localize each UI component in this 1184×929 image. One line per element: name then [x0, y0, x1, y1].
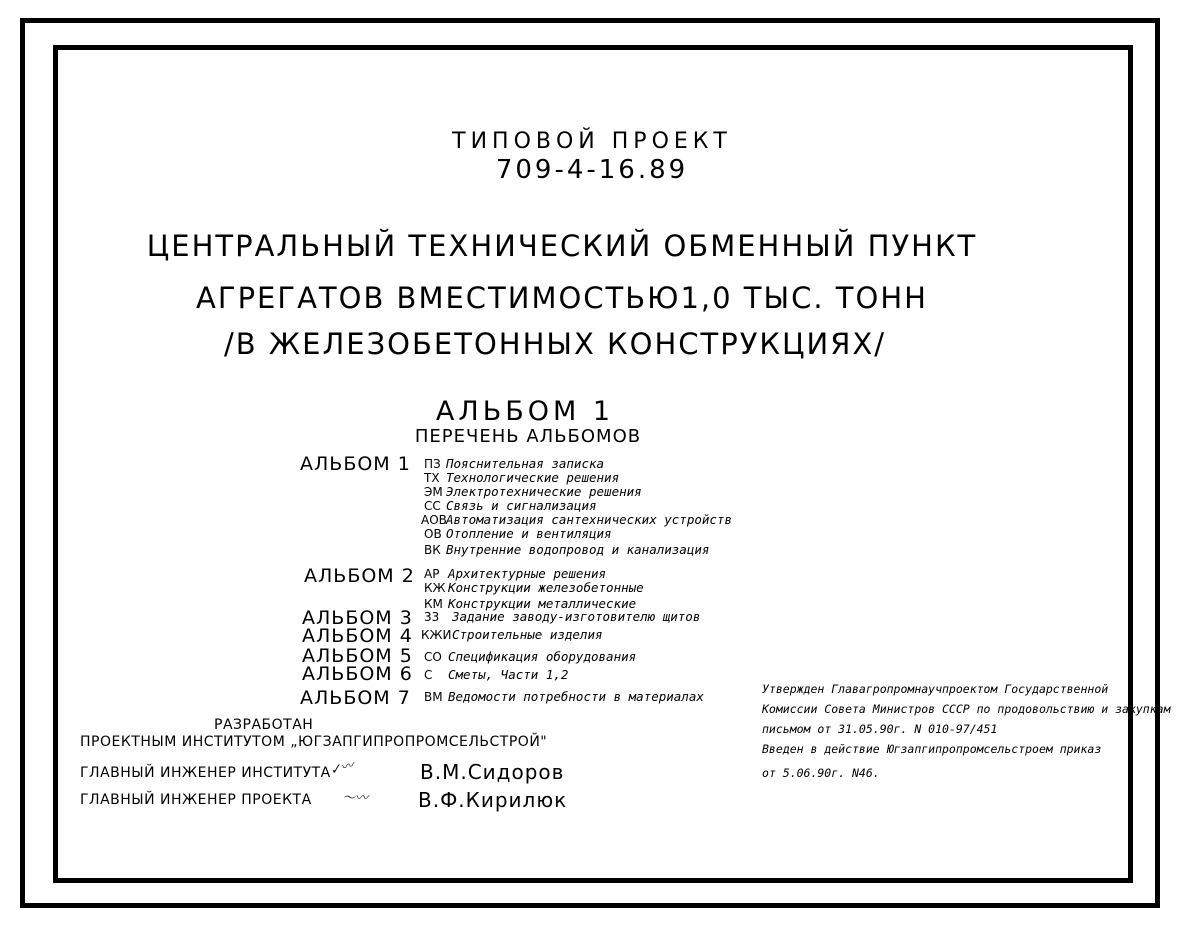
- doc-desc: Технологические решения: [446, 470, 620, 485]
- doc-code: АР: [424, 567, 440, 581]
- doc-code: КЖИ: [421, 628, 452, 642]
- doc-code: ВК: [424, 543, 441, 557]
- doc-code: СС: [424, 499, 441, 513]
- doc-code: 33: [424, 610, 440, 624]
- chief-project-label: ГЛАВНЫЙ ИНЖЕНЕР ПРОЕКТА: [80, 792, 312, 808]
- doc-desc: Внутренние водопровод и канализация: [446, 542, 710, 557]
- developed-by-label: РАЗРАБОТАН: [214, 717, 314, 733]
- doc-code: ПЗ: [424, 457, 441, 471]
- doc-code: КЖ: [424, 581, 446, 595]
- doc-code: ОВ: [424, 527, 442, 541]
- album-label: АЛЬБОМ 7: [300, 687, 411, 709]
- doc-desc: Пояснительная записка: [446, 456, 605, 471]
- doc-desc: Ведомости потребности в материалах: [448, 689, 704, 704]
- title-line-1: ЦЕНТРАЛЬНЫЙ ТЕХНИЧЕСКИЙ ОБМЕННЫЙ ПУНКТ: [146, 229, 978, 263]
- album-label: АЛЬБОМ 5: [302, 645, 413, 667]
- album-label: АЛЬБОМ 2: [304, 565, 415, 587]
- institute-name: ПРОЕКТНЫМ ИНСТИТУТОМ „ЮГЗАПГИПРОПРОМСЕЛЬСТРОЙ": [80, 734, 548, 750]
- doc-desc: Спецификация оборудования: [448, 649, 637, 664]
- title-line-3: /В ЖЕЛЕЗОБЕТОННЫХ КОНСТРУКЦИЯХ/: [224, 327, 886, 361]
- doc-desc: Конструкции железобетонные: [448, 580, 644, 595]
- doc-code: ЭМ: [424, 485, 443, 499]
- doc-code: СО: [424, 650, 442, 664]
- doc-code: ВМ: [424, 690, 443, 704]
- title-line-2: АГРЕГАТОВ ВМЕСТИМОСТЬЮ1,0 ТЫС. ТОНН: [196, 281, 928, 315]
- project-number: 709-4-16.89: [495, 155, 689, 185]
- chief-institute-name: В.М.Сидоров: [420, 760, 565, 784]
- doc-desc: Задание заводу-изготовителю щитов: [452, 609, 701, 624]
- album-label: АЛЬБОМ 4: [302, 625, 413, 647]
- doc-desc: Автоматизация сантехнических устройств: [446, 512, 732, 527]
- approval-line: Утвержден Главагропромнаучпроектом Государственной: [762, 682, 1109, 696]
- doc-desc: Отопление и вентиляция: [446, 526, 612, 541]
- album-title: АЛЬБОМ 1: [435, 396, 615, 427]
- doc-desc: Электротехнические решения: [446, 484, 642, 499]
- album-list-title: ПЕРЕЧЕНЬ АЛЬБОМОВ: [414, 426, 642, 447]
- approval-line: Комиссии Совета Министров СССР по продовольствию и закупкам: [762, 702, 1171, 716]
- signature-sidorov: ✓〰: [328, 758, 356, 779]
- project-label: ТИПОВОЙ ПРОЕКТ: [452, 129, 732, 154]
- chief-project-name: В.Ф.Кирилюк: [418, 788, 568, 812]
- doc-desc: Сметы, Части 1,2: [448, 667, 569, 682]
- album-label: АЛЬБОМ 3: [302, 607, 413, 629]
- album-label: АЛЬБОМ 1: [300, 453, 411, 475]
- doc-code: АОВ: [421, 513, 447, 527]
- signature-kirilyuk: 〜〰: [342, 791, 369, 806]
- album-label: АЛЬБОМ 6: [302, 663, 413, 685]
- approval-line: письмом от 31.05.90г. N 010-97/451: [762, 722, 998, 736]
- chief-institute-label: ГЛАВНЫЙ ИНЖЕНЕР ИНСТИТУТА: [80, 765, 331, 781]
- doc-code: КМ: [424, 597, 443, 611]
- doc-code: ТХ: [424, 471, 440, 485]
- doc-desc: Связь и сигнализация: [446, 498, 597, 513]
- doc-code: С: [424, 668, 433, 682]
- doc-desc: Архитектурные решения: [448, 566, 607, 581]
- approval-line: Введен в действие Югзапгипропромсельстроем приказ: [762, 742, 1102, 756]
- doc-desc: Конструкции металлические: [448, 596, 637, 611]
- approval-line: от 5.06.90г. N46.: [762, 766, 880, 780]
- doc-desc: Строительные изделия: [452, 627, 603, 642]
